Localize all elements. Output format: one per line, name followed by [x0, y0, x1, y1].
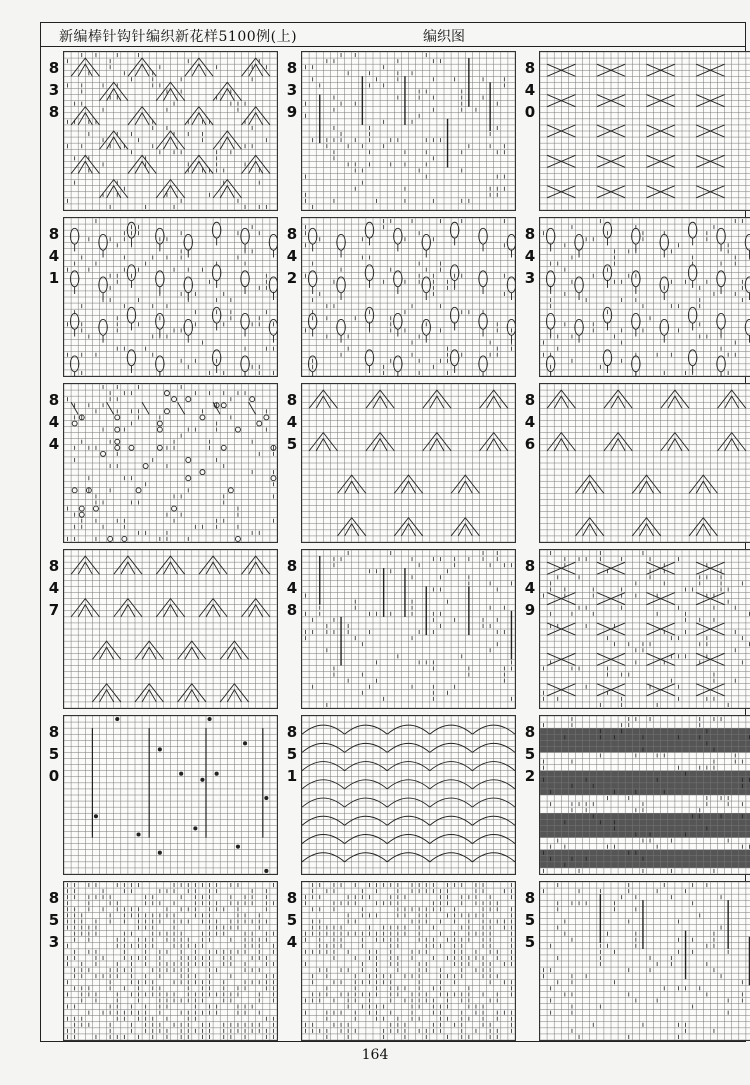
knitting-chart [63, 715, 278, 875]
pattern-number: 8 4 6 [524, 391, 536, 453]
page-header [41, 23, 745, 47]
pattern-cell [521, 217, 750, 381]
pattern-number: 8 5 5 [524, 889, 536, 951]
knitting-chart [63, 51, 278, 211]
knitting-chart [301, 383, 516, 543]
pattern-number: 8 5 1 [286, 723, 298, 785]
pattern-number: 8 4 4 [48, 391, 60, 453]
knitting-chart [63, 383, 278, 543]
chart-dark-band [540, 850, 750, 868]
pattern-cell [521, 383, 750, 547]
pattern-number: 8 5 2 [524, 723, 536, 785]
pattern-grid [41, 51, 747, 1039]
pattern-number: 8 4 1 [48, 225, 60, 287]
knitting-chart [539, 383, 750, 543]
pattern-cell [521, 715, 750, 879]
pattern-number: 8 5 3 [48, 889, 60, 951]
pattern-cell [45, 383, 280, 547]
knitting-chart [301, 217, 516, 377]
pattern-number: 8 4 7 [48, 557, 60, 619]
knitting-chart [301, 881, 516, 1041]
pattern-cell [283, 715, 518, 879]
pattern-cell [45, 549, 280, 713]
pattern-cell [283, 217, 518, 381]
knitting-chart [63, 549, 278, 709]
knitting-chart [301, 715, 516, 875]
knitting-chart [301, 51, 516, 211]
pattern-number: 8 4 8 [286, 557, 298, 619]
knitting-chart [63, 881, 278, 1041]
pattern-number: 8 4 9 [524, 557, 536, 619]
knitting-chart [539, 881, 750, 1041]
pattern-cell [45, 881, 280, 1045]
pattern-number: 8 3 8 [48, 59, 60, 121]
section-title: 编织图 [423, 29, 465, 45]
pattern-cell [283, 881, 518, 1045]
knitting-chart [539, 715, 750, 875]
pattern-cell [521, 881, 750, 1045]
pattern-number: 8 4 5 [286, 391, 298, 453]
pattern-cell [521, 51, 750, 215]
pattern-number: 8 4 3 [524, 225, 536, 287]
pattern-cell [283, 549, 518, 713]
pattern-number: 8 4 0 [524, 59, 536, 121]
pattern-number: 8 5 0 [48, 723, 60, 785]
knitting-chart [539, 217, 750, 377]
pattern-number: 8 5 4 [286, 889, 298, 951]
pattern-number: 8 3 9 [286, 59, 298, 121]
knitting-chart [63, 217, 278, 377]
pattern-cell [45, 217, 280, 381]
knitting-chart [539, 549, 750, 709]
pattern-cell [521, 549, 750, 713]
pattern-cell [283, 383, 518, 547]
knitting-chart [301, 549, 516, 709]
knitting-chart [539, 51, 750, 211]
book-title: 新编棒针钩针编织新花样5100例(上) [59, 29, 298, 45]
pattern-cell [283, 51, 518, 215]
page-frame [40, 22, 746, 1042]
pattern-cell [45, 51, 280, 215]
pattern-cell [45, 715, 280, 879]
page-number: 164 [361, 1047, 389, 1063]
pattern-number: 8 4 2 [286, 225, 298, 287]
